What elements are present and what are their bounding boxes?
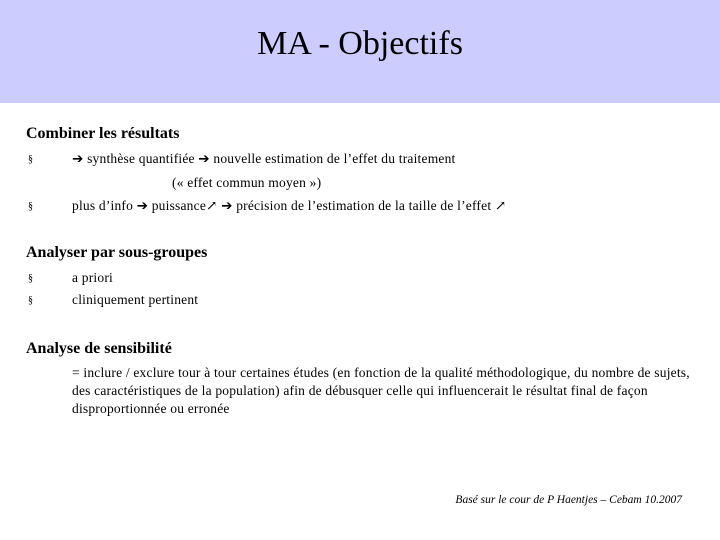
bullet-icon: §: [28, 154, 34, 165]
list-item-text: cliniquement pertinent: [72, 292, 199, 307]
bullet-icon: §: [28, 201, 34, 212]
list-item-text: (« effet commun moyen »): [172, 175, 322, 190]
list-item-text: ➔ synthèse quantifiée ➔ nouvelle estimation de l’effet du traitement: [72, 151, 456, 166]
slide-title: MA - Objectifs: [257, 25, 463, 62]
section-heading-sensibilite: Analyse de sensibilité: [26, 340, 172, 357]
list-item-text: plus d’info ➔ puissance↗ ➔ précision de l’estimation de la taille de l’effet ↗: [72, 198, 507, 213]
bullet-icon: §: [28, 295, 34, 306]
section-heading-combiner: Combiner les résultats: [26, 125, 180, 142]
bullet-icon: §: [28, 273, 34, 284]
source-footer: Basé sur le cour de P Haentjes – Cebam 10.2007: [455, 494, 682, 506]
section-heading-sous-groupes: Analyser par sous-groupes: [26, 244, 208, 261]
sensibilite-paragraph: = inclure / exclure tour à tour certaines études (en fonction de la qualité méthodologique, du nombre de sujets, des caractéristiques de la population) afin de débusquer celle qui influencerait le résultat final de façon disproportionnée ou erronée: [72, 365, 690, 416]
list-item-text: a priori: [72, 270, 113, 285]
